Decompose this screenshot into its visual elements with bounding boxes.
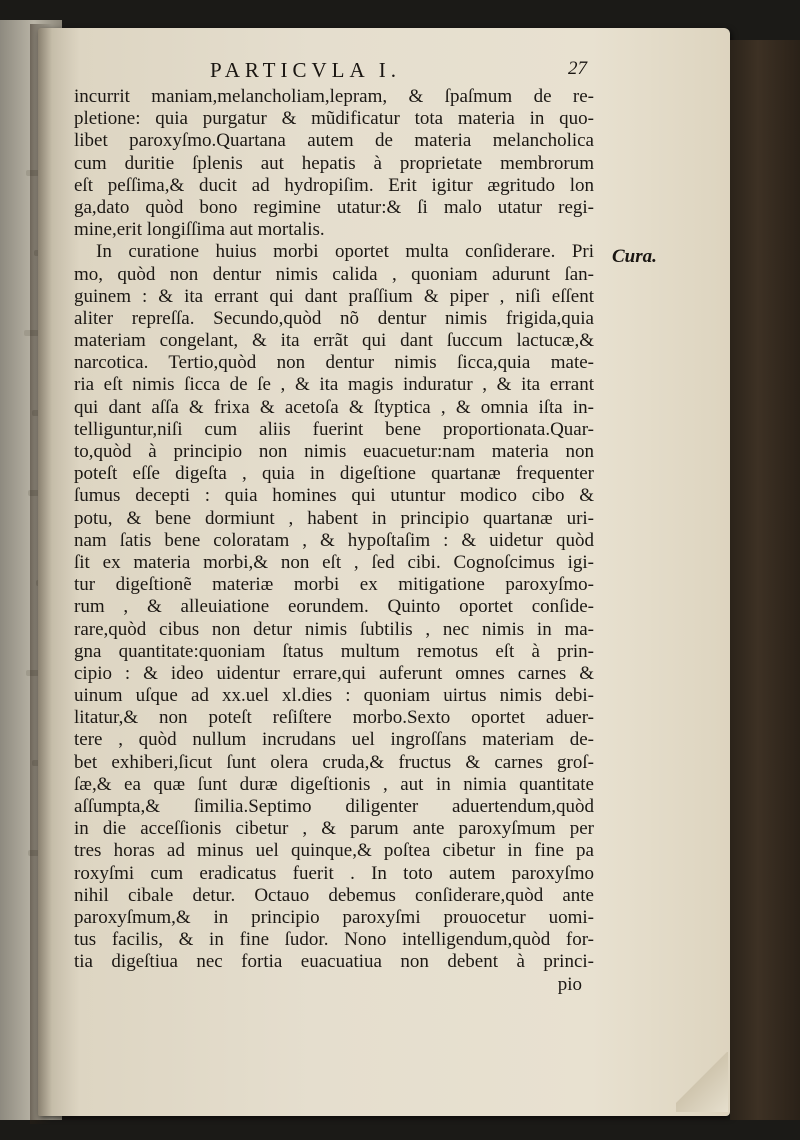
- text-line: ſumus decepti : quia homines qui utuntur modico cibo &: [74, 485, 594, 507]
- text-line: guinem : & ita errant qui dant praſſium & piper , niſi eſſent: [74, 285, 594, 307]
- text-line: paroxyſmum,& in principio paroxyſmi prouocetur uomi-: [74, 906, 594, 928]
- text-line: aliter repreſſa. Secundo,quòd nõ dentur nimis frigida,quia: [74, 307, 594, 329]
- text-line: libet paroxyſmo.Quartana autem de materia melancholica: [74, 130, 594, 152]
- text-line: cipio : & ideo uidentur errare,qui auferunt omnes carnes &: [74, 662, 594, 684]
- text-line: cum duritie ſplenis aut hepatis à proprietate membrorum: [74, 152, 594, 174]
- page-number: 27: [568, 58, 587, 79]
- text-line: ſit ex materia morbi,& non eſt , ſed cibi. Cognoſcimus igi-: [74, 551, 594, 573]
- text-line: telliguntur,niſi cum aliis fuerint bene proportionata.Quar-: [74, 418, 594, 440]
- text-line: qui dant aſſa & frixa & acetoſa & ſtyptica , & omnia iſta in-: [74, 396, 594, 418]
- text-line: poteſt eſſe digeſta , quia in digeſtione quartanæ frequenter: [74, 463, 594, 485]
- text-line: nam ſatis bene coloratam , & hypoſtaſim : & uidetur quòd: [74, 529, 594, 551]
- text-line: pletione: quia purgatur & mũdificatur tota materia in quo-: [74, 108, 594, 130]
- body-text: [74, 86, 594, 996]
- text-line: In curatione huius morbi oportet multa conſiderare. Pri: [96, 241, 594, 263]
- text-line: litatur,& non poteſt reſiſtere morbo.Sexto oportet aduer-: [74, 707, 594, 729]
- text-line: mine,erit longiſſima aut mortalis.: [74, 219, 325, 241]
- text-line: mo, quòd non dentur nimis calida , quoniam adurunt ſan-: [74, 263, 594, 285]
- text-line: ria eſt nimis ſicca de ſe , & ita magis induratur , & ita errant: [74, 374, 594, 396]
- text-line: rare,quòd cibus non detur nimis ſubtilis , nec nimis in ma-: [74, 618, 594, 640]
- text-line: ga,dato quòd bono regimine utatur:& ſi malo utatur regi-: [74, 196, 594, 218]
- text-line: narcotica. Tertio,quòd non dentur nimis ſicca,quia mate-: [74, 352, 594, 374]
- text-line: rum , & alleuiatione eorundem. Quinto oportet conſide-: [74, 596, 594, 618]
- page-corner-curl: [676, 1052, 728, 1112]
- catchword: pio: [557, 973, 582, 995]
- page-gutter: [30, 24, 52, 1124]
- running-head: PARTICVLA I.: [210, 58, 401, 82]
- text-line: aſſumpta,& ſimilia.Septimo diligenter aduertendum,quòd: [74, 796, 594, 817]
- text-line: incurrit maniam,melancholiam,lepram, & ſpaſmum de re-: [74, 86, 594, 107]
- text-line: tur digeſtionẽ materiæ morbi ex mitigatione paroxyſmo-: [74, 574, 594, 596]
- text-line: gna quantitate:quoniam ſtatus multum remotus eſt à prin-: [74, 640, 594, 662]
- text-line: roxyſmi cum eradicatus fuerit . In toto autem paroxyſmo: [74, 862, 594, 884]
- text-line: bet exhiberi,ſicut ſunt olera cruda,& fructus & carnes groſ-: [74, 751, 594, 773]
- marginal-note: Cura.: [612, 246, 657, 267]
- text-line: uinum uſque ad xx.uel xl.dies : quoniam uirtus nimis debi-: [74, 685, 594, 707]
- text-line: to,quòd à principio non nimis euacuetur:nam materia non: [74, 441, 594, 462]
- text-line: in die acceſſionis cibetur , & parum ante paroxyſmum per: [74, 818, 594, 840]
- text-line: materiam congelant, & ita errãt qui dant ſuccum lactucæ,&: [74, 330, 594, 352]
- text-line: nihil cibale detur. Octauo debemus conſiderare,quòd ante: [74, 884, 594, 906]
- text-line: potu, & bene dormiunt , habent in principio quartanæ uri-: [74, 507, 594, 529]
- book-edge: [730, 40, 800, 1120]
- text-line: tus facilis, & in fine ſudor. Nono intelligendum,quòd for-: [74, 929, 594, 951]
- text-line: eſt peſſima,& ducit ad hydropiſim. Erit igitur ægritudo lon: [74, 174, 594, 196]
- text-line: tia digeſtiua nec fortia euacuatiua non debent à princi-: [74, 951, 594, 973]
- text-line: ſæ,& ea quæ ſunt duræ digeſtionis , aut in nimia quantitate: [74, 773, 594, 795]
- text-line: tere , quòd nullum incrudans uel ingroſſans materiam de-: [74, 729, 594, 751]
- text-line: tres horas ad minus uel quinque,& poſtea cibetur in fine pa: [74, 840, 594, 862]
